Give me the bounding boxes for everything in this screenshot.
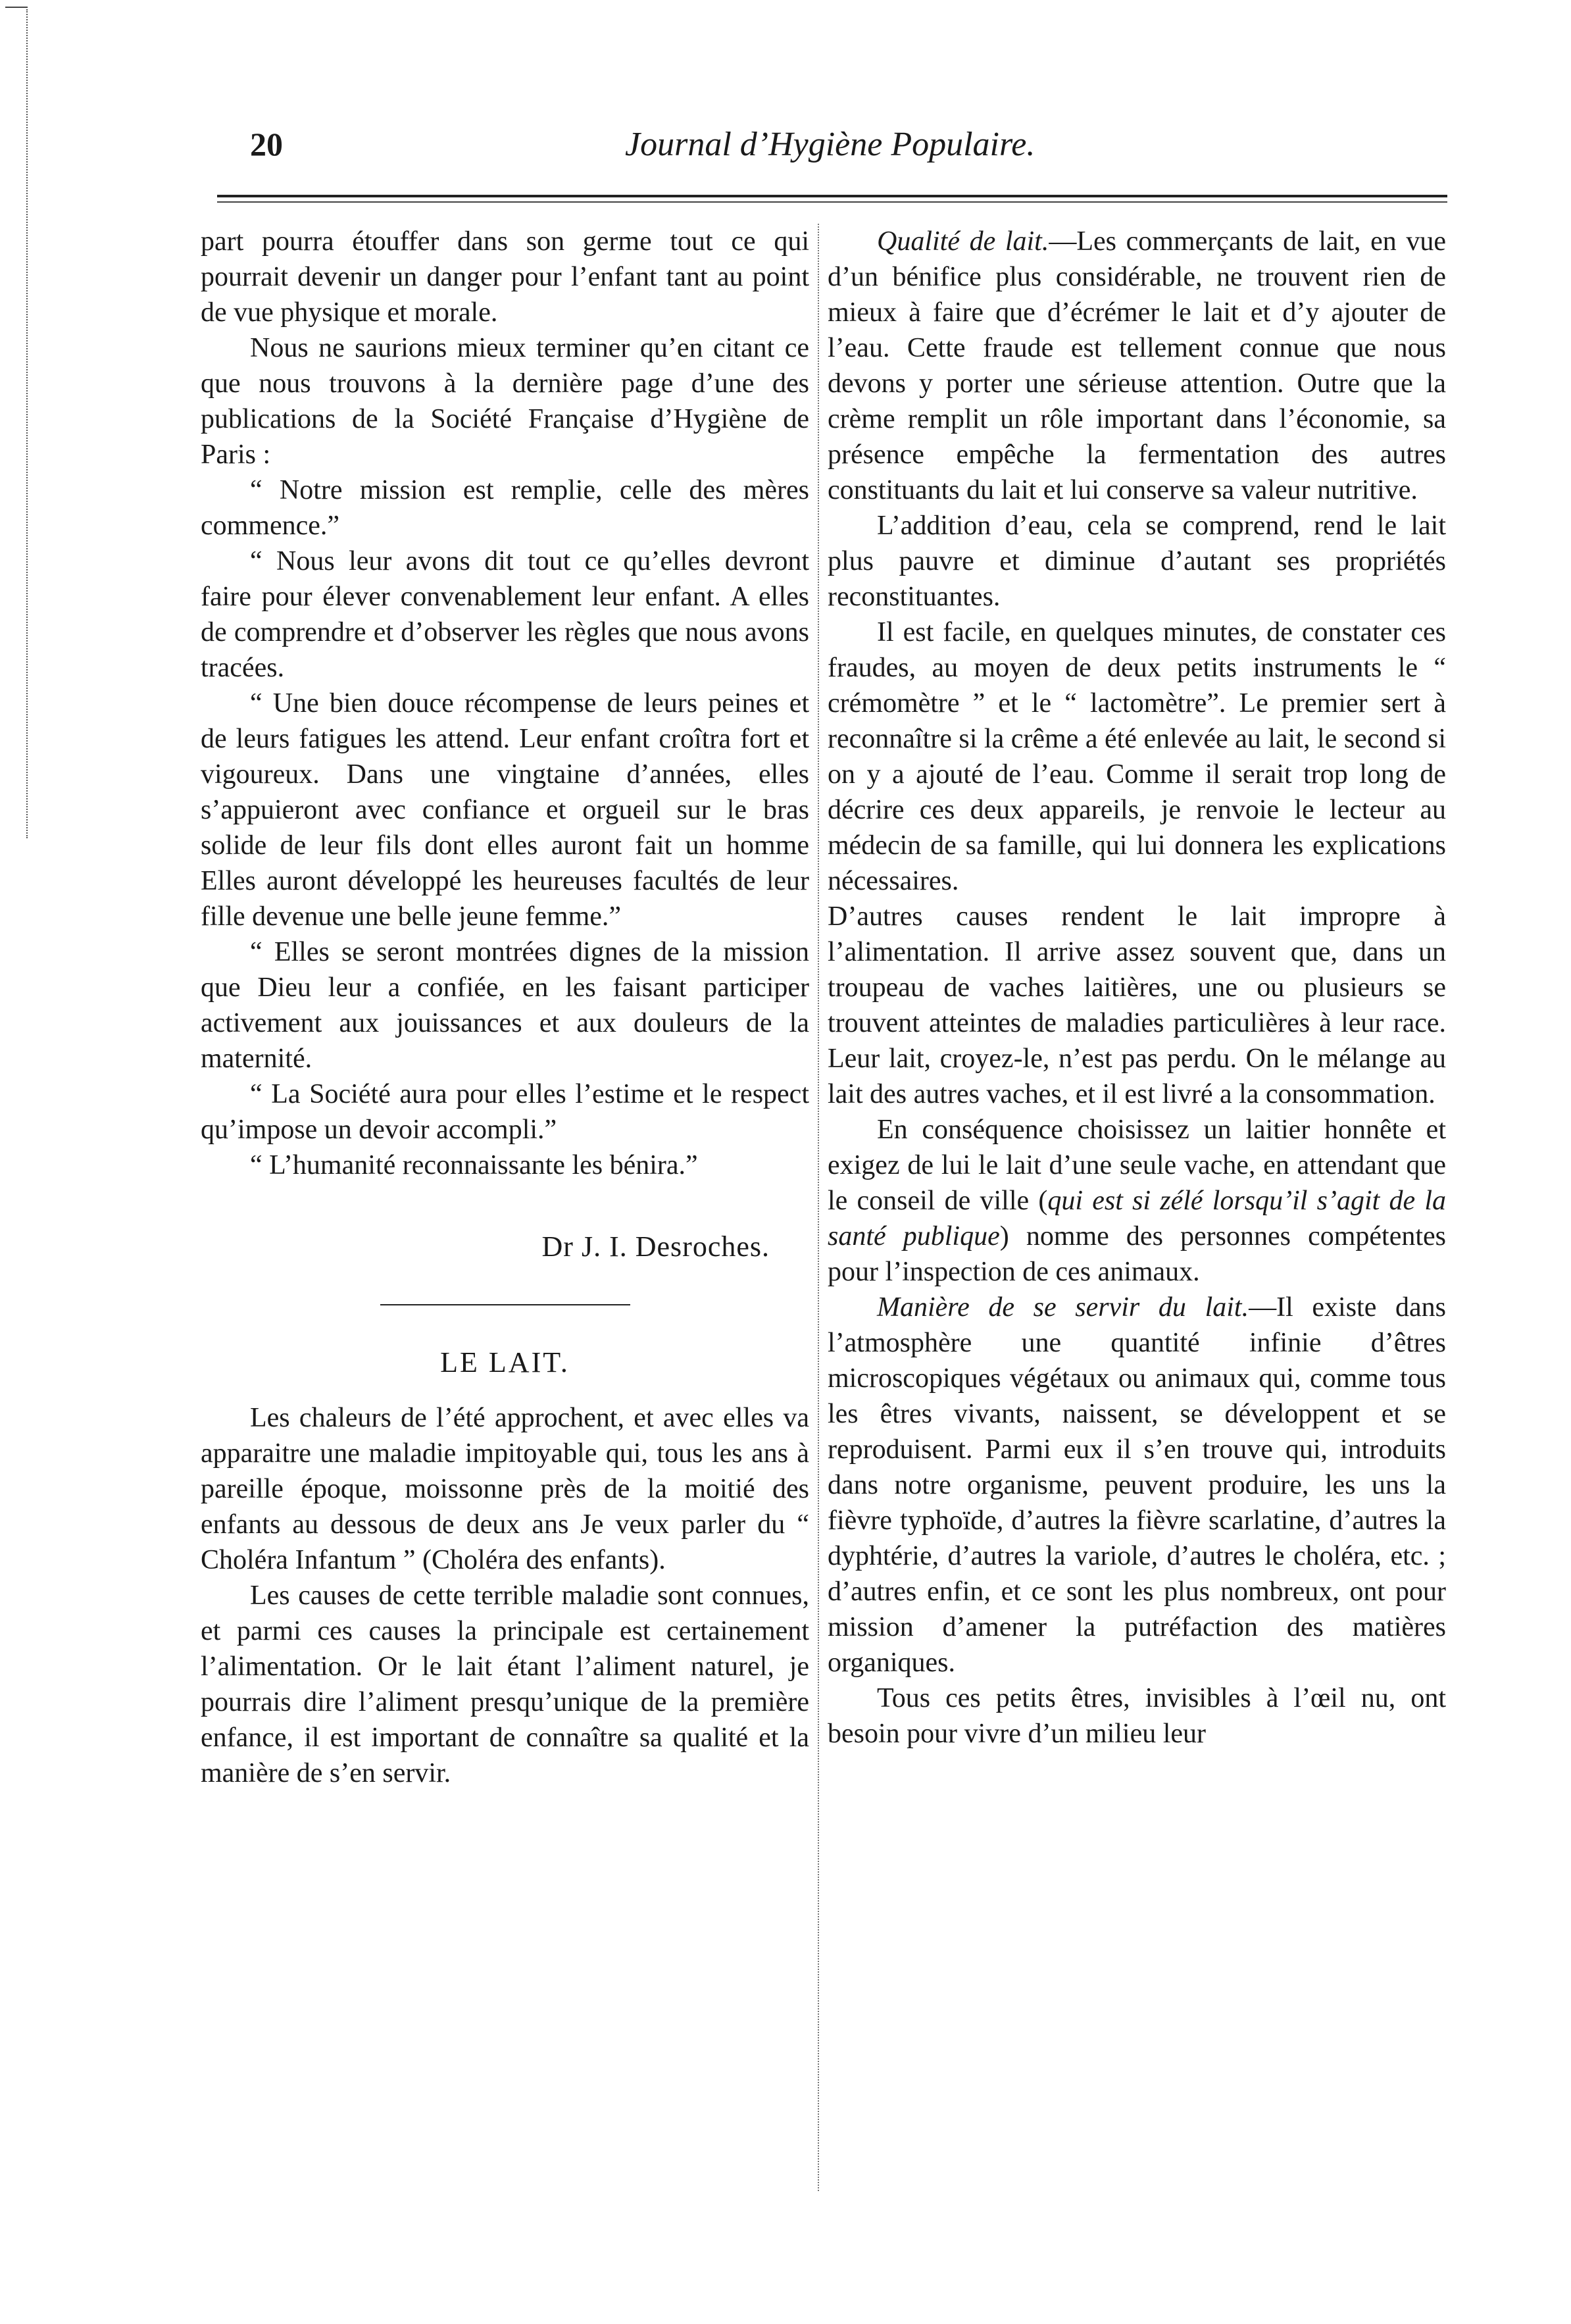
scan-edge-dots (26, 9, 29, 838)
paragraph-body: —Il existe dans l’atmosphère une quantité infinie d’êtres microscopiques végétaux ou animaux qui, comme tous les êtres vivants, naissent, se développent et se reproduisent. Parmi eux il s’en trouve qui, introduits dans notre organisme, peuvent produire, les uns la fièvre typhoïde, d’autres la fièvre scarlatine, d’autres la dyphtérie, d’autres la variole, d’autres le choléra, etc. ; d’autres enfin, et ce sont les plus nombreux, ont pour mission d’amener la putréfaction des matières organiques. (828, 1292, 1446, 1678)
header-rule-thin (217, 201, 1447, 203)
paragraph: “ Notre mission est remplie, celle des mères commence.” (201, 475, 809, 541)
paragraph-body: —Les commerçants de lait, en vue d’un bénifice plus considérable, ne trouvent rien de mieux à faire que d’écrémer le lait et d’y ajouter de l’eau. Cette fraude est tellement connue que nous devons y porter une sérieuse attention. Outre que la crème remplit un rôle important dans l’économie, sa présence empêche la fermentation des autres constituants du lait et lui conserve sa valeur nutritive. (828, 226, 1446, 505)
paragraph: “ Elles se seront montrées dignes de la mission que Dieu leur a confiée, en les faisant participer activement aux jouissances et aux douleurs de la maternité. (201, 937, 809, 1074)
paragraph-body: En conséquence choisissez un laitier honnête et exigez de lui le lait d’une seule vache, en attendant que le conseil de ville ( (828, 1115, 1446, 1216)
paragraph-body: ) nomme des personnes compétentes pour l’inspection de ces animaux. (828, 1221, 1446, 1287)
paragraph: part pourra étouffer dans son germe tout ce qui pourrait devenir un danger pour l’enfant tant au point de vue physique et morale. (201, 226, 809, 328)
paragraph: “ L’humanité reconnaissante les bénira.” (250, 1150, 698, 1180)
right-column (828, 224, 1446, 1752)
column-separator (818, 224, 819, 2191)
paragraph (828, 1290, 1446, 1680)
paragraph: Tous ces petits êtres, invisibles à l’œil nu, ont besoin pour vivre d’un milieu leur (828, 1683, 1446, 1749)
section-title: LE LAIT. (440, 1346, 570, 1378)
paragraph: Les causes de cette terrible maladie sont connues, et parmi ces causes la principale est certainement l’alimentation. Or le lait étant l’aliment naturel, je pourrais dire l’aliment presqu’unique de la première enfance, il est important de connaître sa qualité et la manière de s’en servir. (201, 1580, 809, 1788)
paragraph-heading: Qualité de lait. (877, 226, 1049, 257)
section-divider (380, 1304, 630, 1305)
paragraph (828, 1112, 1446, 1290)
paragraph: Nous ne saurions mieux terminer qu’en citant ce que nous trouvons à la dernière page d’une des publications de la Société Française d’Hygiène de Paris : (201, 333, 809, 470)
paragraph: D’autres causes rendent le lait impropre à l’alimentation. Il arrive assez souvent que, dans un troupeau de vaches laitières, une ou plusieurs se trouvent atteintes de maladies particulières à leur race. Leur lait, croyez-le, n’est pas perdu. On le mélange au lait des autres vaches, et il est livré a la consommation. (828, 901, 1446, 1109)
author-signature: Dr J. I. Desroches. (541, 1230, 770, 1263)
page-number: 20 (250, 126, 283, 163)
paragraph: “ Une bien douce récompense de leurs peines et de leurs fatigues les attend. Leur enfant croîtra fort et vigoureux. Dans une vingtaine d’années, elles s’appuieront avec confiance et orgueil sur le bras solide de leur fils dont elles auront fait un homme Elles auront développé les heureuses facultés de leur fille devenue une belle jeune femme.” (201, 688, 809, 932)
paragraph: “ La Société aura pour elles l’estime et le respect qu’impose un devoir accompli.” (201, 1079, 809, 1145)
paragraph: Il est facile, en quelques minutes, de constater ces fraudes, au moyen de deux petits instruments le “ crémomètre ” et le “ lactomètre”. Le premier sert à reconnaître si la crême a été enlevée au lait, le second si on y a ajouté de l’eau. Comme il serait trop long de décrire ces deux appareils, je renvoie le lecteur au médecin de sa famille, qui lui donnera les explications nécessaires. (828, 617, 1446, 896)
paragraph-heading: Manière de se servir du lait. (877, 1292, 1249, 1323)
journal-title: Journal d’Hygiène Populaire. (625, 126, 1035, 163)
paragraph (828, 224, 1446, 508)
left-column (201, 224, 809, 1791)
paragraph: “ Nous leur avons dit tout ce qu’elles devront faire pour élever convenablement leur enfant. A elles de comprendre et d’observer les règles que nous avons tracées. (201, 546, 809, 683)
page-header (250, 118, 1447, 178)
header-rule (217, 195, 1447, 197)
scan-edge-mark (5, 7, 28, 8)
paragraph-italic: qui est si zélé lorsqu’il s’agit de la santé publique (828, 1186, 1447, 1251)
paragraph: L’addition d’eau, cela se comprend, rend le lait plus pauvre et diminue d’autant ses propriétés reconstituantes. (828, 511, 1446, 612)
paragraph: Les chaleurs de l’été approchent, et avec elles va apparaitre une maladie impitoyable qui, tous les ans à pareille époque, moissonne près de la moitié des enfants au dessous de deux ans Je veux parler du “ Choléra Infantum ” (Choléra des enfants). (201, 1403, 809, 1575)
